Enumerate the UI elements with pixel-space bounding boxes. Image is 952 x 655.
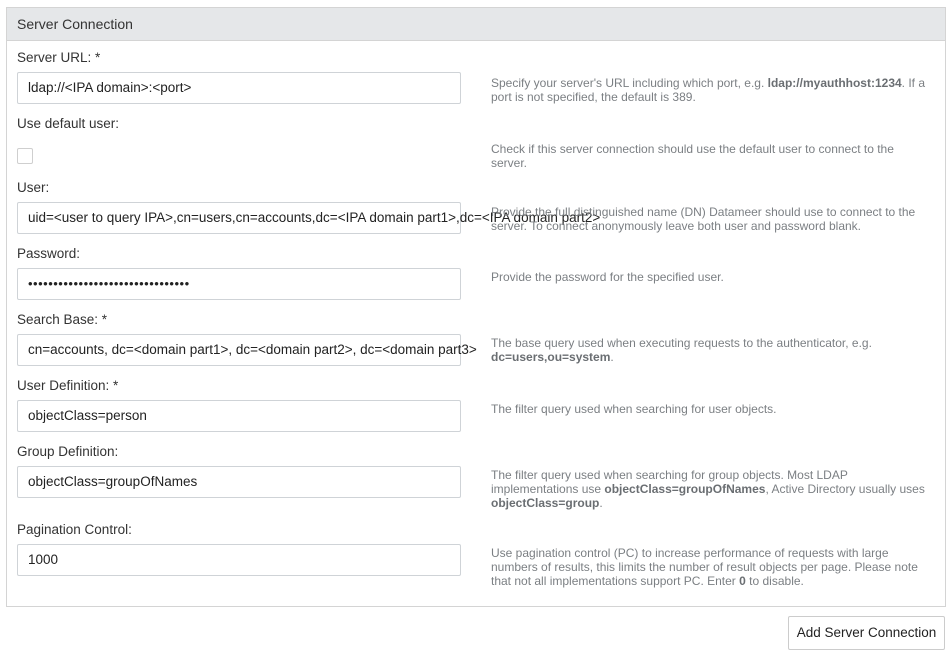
password-help: Provide the password for the specified user. bbox=[491, 270, 724, 284]
group-definition-help: The filter query used when searching for group objects. Most LDAP implementations use objectClass=groupOfNames, Active Directory usually uses objectClass=group. bbox=[491, 468, 925, 510]
use-default-user-label: Use default user: bbox=[17, 116, 120, 131]
user-definition-input[interactable]: objectClass=person bbox=[17, 400, 461, 432]
group-definition-label: Group Definition: bbox=[17, 444, 119, 459]
server-url-help: Specify your server's URL including which port, e.g. ldap://myauthhost:1234. If a port is not specified, the default is 389. bbox=[491, 76, 926, 104]
search-base-help: The base query used when executing requests to the authenticator, e.g. dc=users,ou=system. bbox=[491, 336, 872, 364]
panel-title: Server Connection bbox=[7, 8, 945, 41]
server-connection-panel bbox=[6, 7, 946, 607]
password-input[interactable]: •••••••••••••••••••••••••••••••• bbox=[17, 268, 461, 300]
use-default-user-help: Check if this server connection should use the default user to connect to the server. bbox=[491, 142, 894, 170]
pagination-control-input[interactable]: 1000 bbox=[17, 544, 461, 576]
group-definition-input[interactable]: objectClass=groupOfNames bbox=[17, 466, 461, 498]
pagination-control-help: Use pagination control (PC) to increase performance of requests with large numbers of results, this limits the number of result objects per page. Please note that not all implementations support PC. Enter 0 to disable. bbox=[491, 546, 918, 588]
add-server-connection-button[interactable]: Add Server Connection bbox=[788, 616, 945, 650]
use-default-user-checkbox[interactable] bbox=[17, 148, 33, 164]
user-help: Provide the full distinguished name (DN) Datameer should use to connect to the server. To connect anonymously leave both user and password blank. bbox=[491, 205, 916, 233]
server-url-label: Server URL: * bbox=[17, 50, 101, 65]
user-label: User: bbox=[17, 180, 50, 195]
user-input[interactable]: uid=<user to query IPA>,cn=users,cn=accounts,dc=<IPA domain part1>,dc=<IPA domain part2> bbox=[17, 202, 461, 234]
search-base-input[interactable]: cn=accounts, dc=<domain part1>, dc=<domain part2>, dc=<domain part3> bbox=[17, 334, 461, 366]
user-definition-help: The filter query used when searching for user objects. bbox=[491, 402, 777, 416]
search-base-label: Search Base: * bbox=[17, 312, 108, 327]
password-label: Password: bbox=[17, 246, 81, 261]
pagination-control-label: Pagination Control: bbox=[17, 522, 132, 537]
server-url-input[interactable]: ldap://<IPA domain>:<port> bbox=[17, 72, 461, 104]
user-definition-label: User Definition: * bbox=[17, 378, 119, 393]
